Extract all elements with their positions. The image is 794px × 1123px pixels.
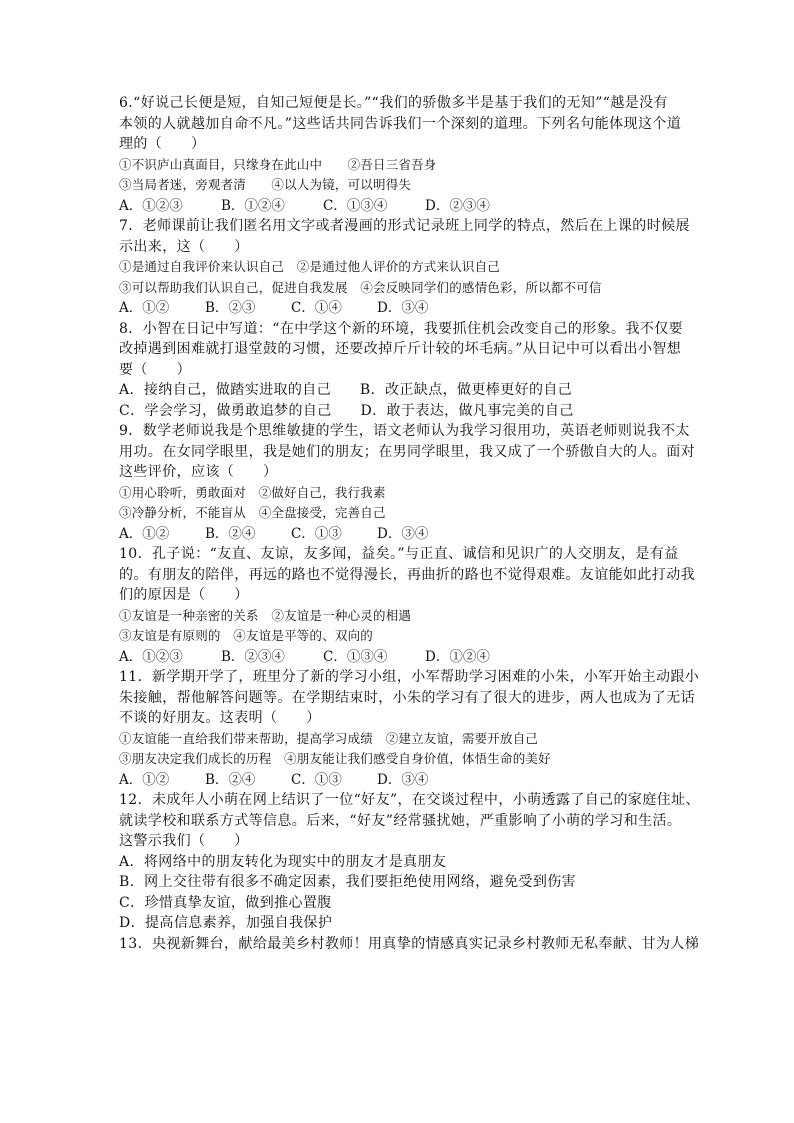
answer-option: C．①③ [291, 771, 342, 788]
statement-line: ③友谊是有原则的 ④友谊是平等的、双向的 [119, 628, 374, 643]
question-line: 6.“好说己长便是短，自知己短便是长。”“我们的骄傲多半是基于我们的无知”“越是没有 [119, 95, 668, 111]
answer-option: A．①② [119, 300, 170, 316]
question-line: B．网上交往带有很多不确定因素，我们要拒绝使用网络，避免受到伤害 [119, 874, 577, 890]
question-line: 本领的人就越加自命不凡。”这些话共同告诉我们一个深刻的道理。下列名句能体现这个道 [119, 115, 682, 132]
answer-option: C．①③④ [323, 197, 388, 214]
question-line: 要（ ） [119, 361, 191, 378]
statement-line: ③可以帮助我们认识自己，促进自我发展 ④会反映同学们的感情色彩，所以都不可信 [119, 279, 602, 295]
answer-option: A．①②③ [119, 197, 183, 214]
question-line: A．将网络中的朋友转化为现实中的朋友才是真朋友 [119, 853, 447, 870]
question-line: 理的（ ） [119, 136, 206, 152]
question-line: A．接纳自己，做踏实进取的自己 B．改正缺点，做更棒更好的自己 [119, 382, 573, 398]
question-page [119, 93, 700, 954]
statement-line: ①不识庐山真面目，只缘身在此山中 ②吾日三省吾身 [119, 156, 437, 172]
statement-line: ③冷静分析，不能盲从 ④全盘接受，完善自己 [119, 505, 386, 520]
question-line: C．珍惜真挚友谊，做到推心置腹 [119, 894, 332, 911]
answer-options [119, 770, 679, 791]
question-line: 10．孔子说：“友直、友谅，友多闻，益矣。”与正直、诚信和见识广的人交朋友，是有益 [119, 546, 679, 562]
question-line: 用功。在女同学眼里，我是她们的朋友；在男同学眼里，我又成了一个骄傲自大的人。面对 [119, 443, 695, 460]
answer-option: C．①④ [291, 300, 342, 316]
question-line: 们的原因是（ ） [119, 587, 249, 603]
answer-options [119, 196, 679, 217]
question-line: 9．数学老师说我是个思维敏捷的学生，语文老师认为我学习很用功，英语老师则说我不太 [119, 423, 690, 439]
answer-option: B．①②④ [221, 197, 285, 214]
question-line: C．学会学习，做勇敢追梦的自己 D．敢于表达，做凡事完美的自己 [119, 402, 574, 419]
answer-option: B．②③ [205, 300, 256, 316]
answer-option: D．③④ [377, 771, 429, 788]
question-line: 不谈的好朋友。这表明（ ） [119, 710, 321, 726]
answer-options [119, 524, 679, 545]
answer-option: A．①② [119, 771, 170, 788]
question-line: 7．老师课前让我们匿名用文字或者漫画的形式记录班上同学的特点，然后在上课的时候展 [119, 218, 690, 234]
statement-line: ①友谊是一种亲密的关系 ②友谊是一种心灵的相遇 [119, 607, 412, 623]
question-line: 的。有朋友的陪伴，再远的路也不觉得漫长，再曲折的路也不觉得艰难。友谊能如此打动我 [119, 566, 695, 583]
statement-line: ①用心聆听，勇敢面对 ②做好自己，我行我素 [119, 484, 386, 500]
answer-option: B．②④ [205, 525, 256, 542]
question-line: 这些评价，应该（ ） [119, 464, 278, 480]
question-line: 就读学校和联系方式等信息。后来，“好友”经常骚扰她，严重影响了小萌的学习和生活。 [119, 812, 682, 829]
question-line: 朱接触，帮他解答问题等。在学期结束时，小朱的学习有了很大的进步，两人也成为了无话 [119, 689, 695, 706]
answer-options [119, 298, 679, 319]
question-line: 示出来，这（ ） [119, 238, 249, 255]
statement-line: ①友谊能一直给我们带来帮助，提高学习成绩 ②建立友谊，需要开放自己 [119, 730, 539, 746]
answer-option: B．②③④ [221, 648, 285, 665]
question-line: D．提高信息素养，加强自我保护 [119, 915, 333, 931]
answer-option: A．①②③ [119, 648, 183, 665]
answer-option: D．①②④ [425, 648, 490, 665]
answer-option: A．①② [119, 525, 170, 542]
answer-option: D．③④ [377, 300, 429, 316]
question-line: 12．未成年人小萌在网上结识了一位“好友”，在交谈过程中，小萌透露了自己的家庭住址、 [119, 792, 700, 808]
answer-option: D．③④ [377, 525, 429, 542]
question-line: 这警示我们（ ） [119, 833, 249, 849]
question-line: 13．央视新舞台，献给最美乡村教师！用真挚的情感真实记录乡村教师无私奉献、甘为人梯 [119, 935, 700, 952]
answer-option: C．①③④ [323, 648, 388, 665]
question-line: 11．新学期开学了，班里分了新的学习小组，小军帮助学习困难的小朱，小军开始主动跟小 [119, 669, 700, 685]
answer-option: B．②④ [205, 771, 256, 788]
statement-line: ③当局者迷，旁观者清 ④以人为镜，可以明得失 [119, 177, 412, 192]
answer-options [119, 647, 679, 668]
answer-option: C．①③ [291, 525, 342, 542]
question-line: 改掉遇到困难就打退堂鼓的习惯，还要改掉斤斤计较的坏毛病。”从日记中可以看出小智想 [119, 341, 682, 357]
statement-line: ③朋友决定我们成长的历程 ④朋友能让我们感受自身价值，体悟生命的美好 [119, 751, 551, 766]
answer-option: D．②③④ [425, 197, 490, 214]
question-line: 8．小智在日记中写道：“在中学这个新的环境，我要抓住机会改变自己的形象。我不仅要 [119, 320, 684, 337]
statement-line: ①是通过自我评价来认识自己 ②是通过他人评价的方式来认识自己 [119, 259, 501, 274]
